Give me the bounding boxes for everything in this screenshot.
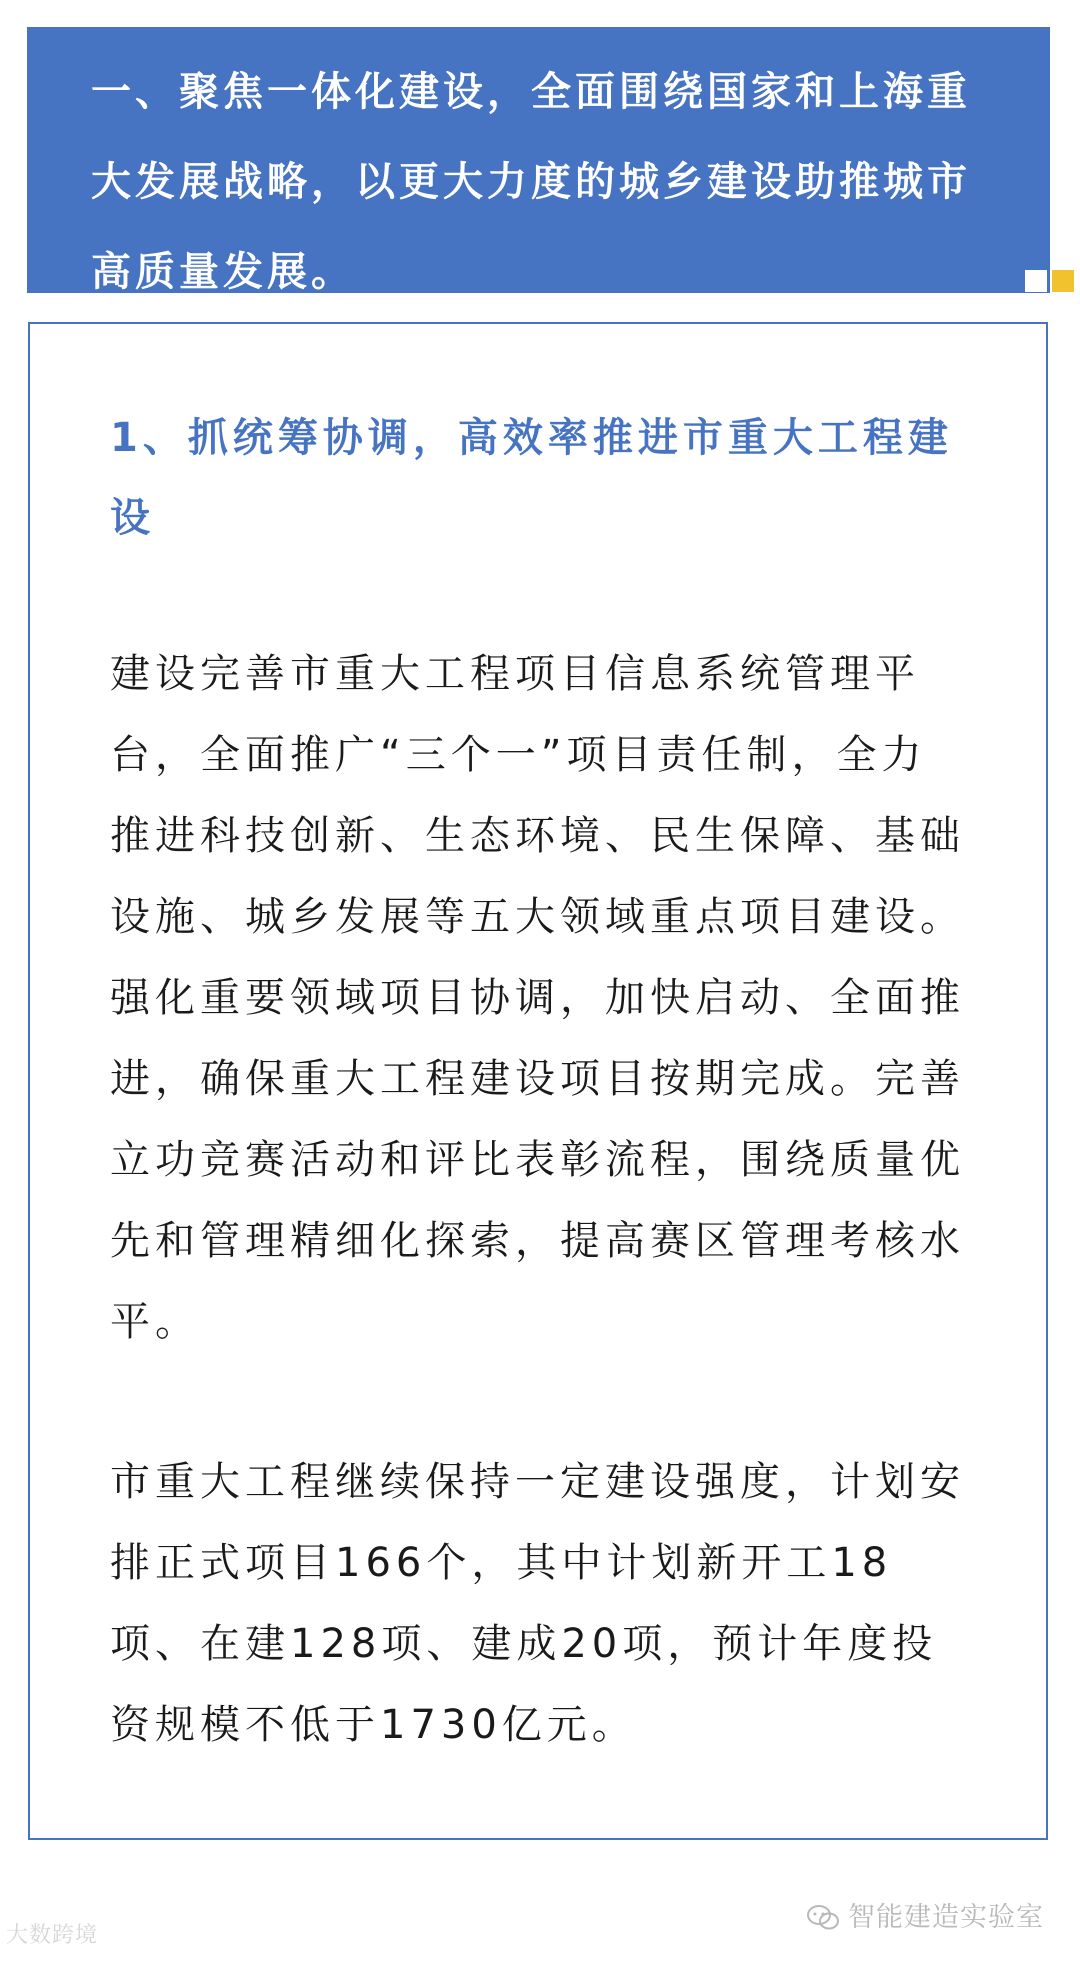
banner-title: 一、聚焦一体化建设，全面围绕国家和上海重大发展战略，以更大力度的城乡建设助推城市高质量发展。 bbox=[91, 69, 971, 295]
watermark-right-text: 智能建造实验室 bbox=[848, 1902, 1044, 1933]
paragraph-2: 市重大工程继续保持一定建设强度，计划安排正式项目166个，其中计划新开工18项、在建128项、建成20项，预计年度投资规模不低于1730亿元。 bbox=[110, 1459, 965, 1748]
wechat-icon bbox=[806, 1904, 840, 1932]
watermark-left bbox=[6, 1918, 98, 1954]
watermark-right bbox=[806, 1898, 1044, 1938]
watermark-left-text: 大数跨境 bbox=[6, 1923, 99, 1948]
paragraph-1: 建设完善市重大工程项目信息系统管理平台，全面推广“三个一”项目责任制，全力推进科技创新、生态环境、民生保障、基础设施、城乡发展等五大领域重点项目建设。强化重要领域项目协调，加快启动、全面推进，确保重大工程建设项目按期完成。完善立功竞赛活动和评比表彰流程，围绕质量优先和管理精细化探索，提高赛区管理考核水平。 bbox=[110, 651, 965, 1345]
banner-corner-square-white bbox=[1025, 270, 1047, 292]
section-heading: 1、抓统筹协调，高效率推进市重大工程建设 bbox=[110, 415, 953, 541]
section-banner bbox=[27, 27, 1050, 293]
banner-corner-square-yellow bbox=[1052, 270, 1074, 292]
